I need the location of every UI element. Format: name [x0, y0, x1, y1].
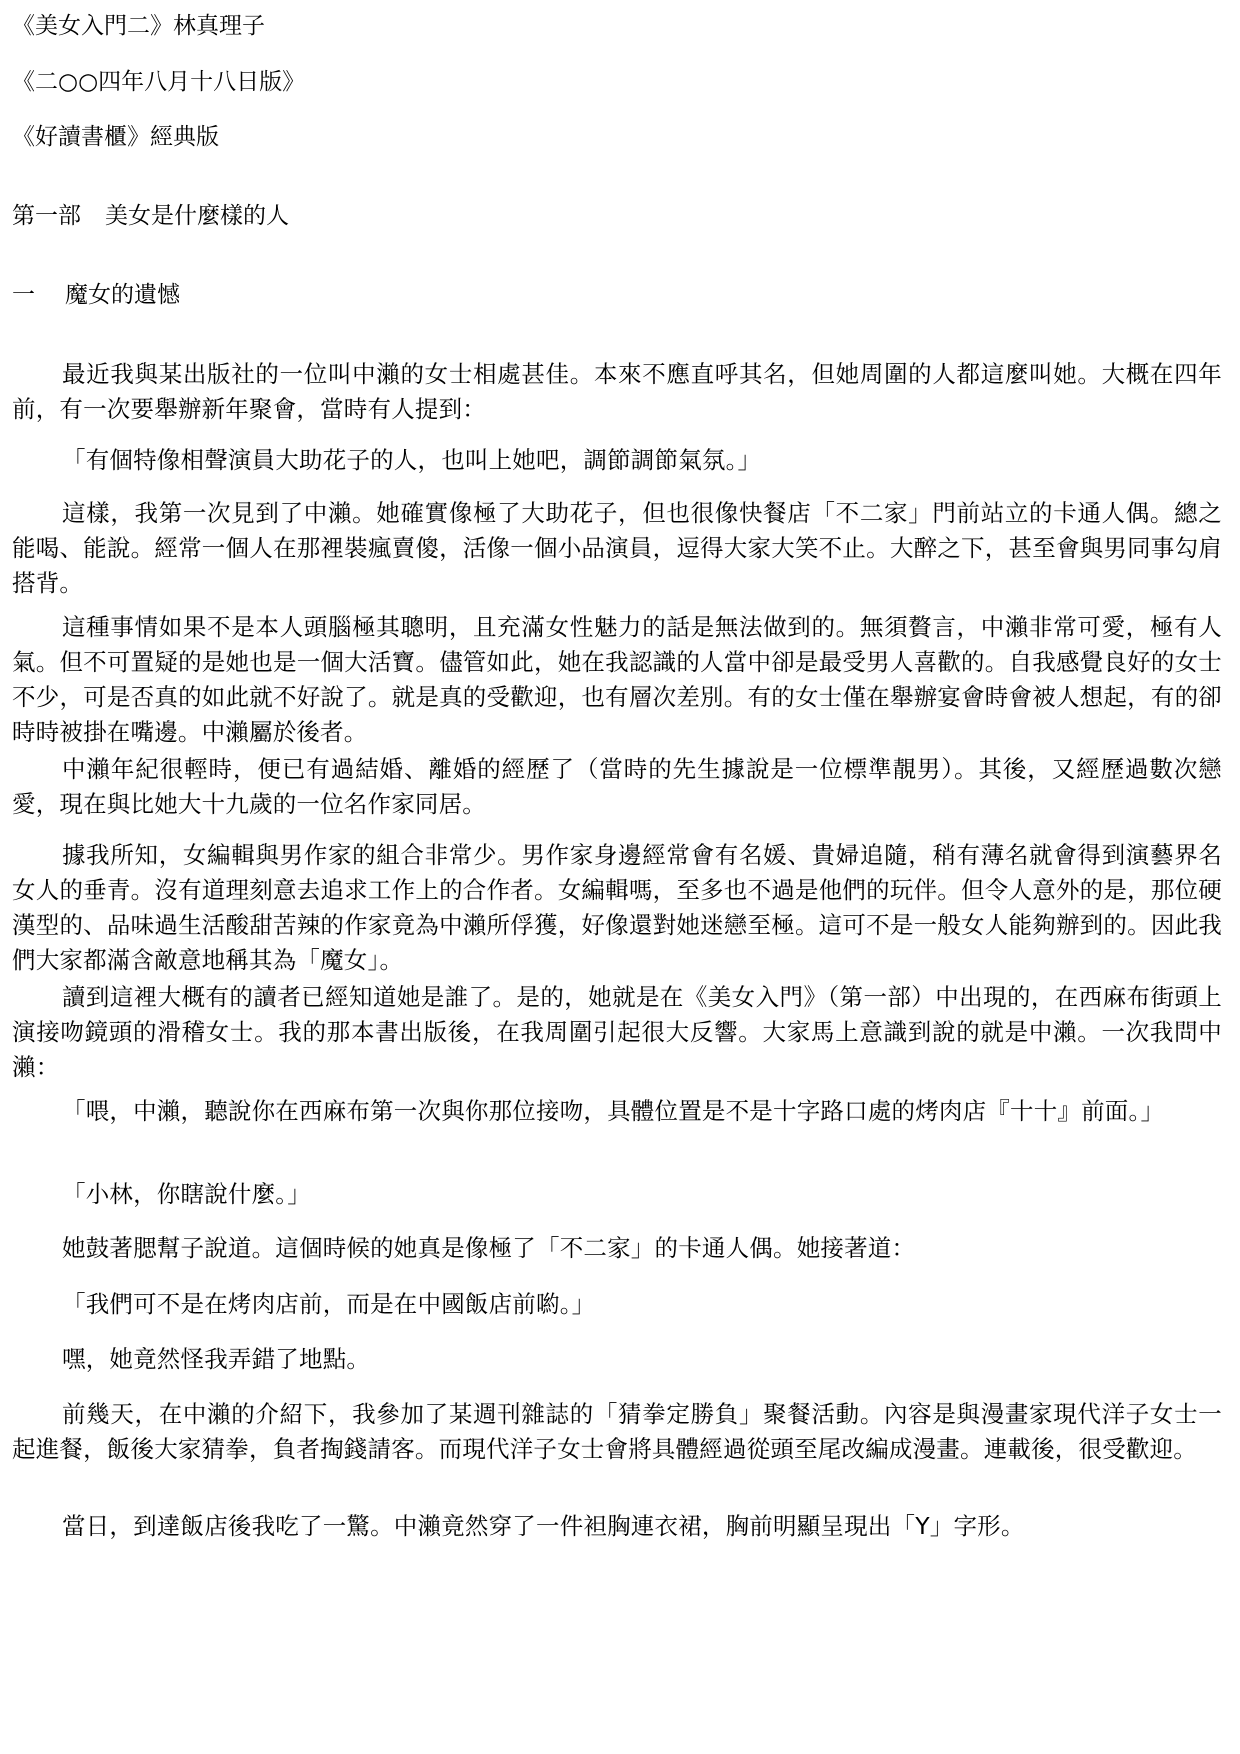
chapter-title: 魔女的遺憾	[65, 282, 180, 308]
paragraph: 據我所知，女編輯與男作家的組合非常少。男作家身邊經常會有名媛、貴婦追隨，稍有薄名就會得到演藝界名女人的垂青。沒有道理刻意去追求工作上的合作者。女編輯嗎，至多也不過是他們的玩伴。但令人意外的是，那位硬漢型的、品味過生活酸甜苦辣的作家竟為中瀨所俘獲，好像還對她迷戀至極。這可不是一般女人能夠辦到的。因此我們大家都滿含敵意地稱其為「魔女」。	[12, 841, 1222, 974]
paragraph: 「有個特像相聲演員大助花子的人，也叫上她吧，調節調節氣氛。」	[62, 446, 762, 474]
paragraph: 嘿，她竟然怪我弄錯了地點。	[62, 1345, 371, 1373]
edition-line: 《二○○四年八月十八日版》	[12, 69, 306, 95]
publisher-line: 《好讀書櫃》經典版	[12, 124, 219, 150]
paragraph: 「我們可不是在烤肉店前，而是在中國飯店前喲。」	[62, 1290, 596, 1318]
paragraph: 她鼓著腮幫子說道。這個時候的她真是像極了「不二家」的卡通人偶。她接著道：	[62, 1234, 916, 1262]
chapter-number: 一	[12, 282, 35, 308]
paragraph: 最近我與某出版社的一位叫中瀨的女士相處甚佳。本來不應直呼其名，但她周圍的人都這麼叫她。大概在四年前，有一次要舉辦新年聚會，當時有人提到：	[12, 360, 1222, 423]
paragraph: 中瀨年紀很輕時，便已有過結婚、離婚的經歷了（當時的先生據說是一位標準靚男）。其後，又經歷過數次戀愛，現在與比她大十九歲的一位名作家同居。	[12, 755, 1222, 818]
paragraph: 「喂，中瀨，聽說你在西麻布第一次與你那位接吻，具體位置是不是十字路口處的烤肉店『十十』前面。」	[62, 1097, 1165, 1125]
part-heading	[12, 200, 289, 232]
part-label: 第一部	[12, 203, 81, 229]
paragraph: 前幾天，在中瀨的介紹下，我參加了某週刊雜誌的「猜拳定勝負」聚餐活動。內容是與漫畫家現代洋子女士一起進餐，飯後大家猜拳，負者掏錢請客。而現代洋子女士會將具體經過從頭至尾改編成漫畫。連載後，很受歡迎。	[12, 1400, 1222, 1463]
part-title: 美女是什麼樣的人	[105, 203, 289, 229]
paragraph: 這種事情如果不是本人頭腦極其聰明，且充滿女性魅力的話是無法做到的。無須贅言，中瀨非常可愛，極有人氣。但不可置疑的是她也是一個大活寶。儘管如此，她在我認識的人當中卻是最受男人喜歡的。自我感覺良好的女士不少，可是否真的如此就不好說了。就是真的受歡迎，也有層次差別。有的女士僅在舉辦宴會時會被人想起，有的卻時時被掛在嘴邊。中瀨屬於後者。	[12, 613, 1222, 746]
paragraph: 「小林，你瞎說什麼。」	[62, 1180, 311, 1208]
paragraph: 當日，到達飯店後我吃了一驚。中瀨竟然穿了一件袒胸連衣裙，胸前明顯呈現出「Y」字形。	[62, 1512, 1025, 1540]
paragraph: 這樣，我第一次見到了中瀨。她確實像極了大助花子，但也很像快餐店「不二家」門前站立的卡通人偶。總之能喝、能說。經常一個人在那裡裝瘋賣傻，活像一個小品演員，逗得大家大笑不止。大醉之下，甚至會與男同事勾肩搭背。	[12, 499, 1222, 597]
book-title-line: 《美女入門二》林真理子	[12, 13, 265, 39]
chapter-heading	[12, 279, 180, 311]
paragraph: 讀到這裡大概有的讀者已經知道她是誰了。是的，她就是在《美女入門》（第一部）中出現的，在西麻布街頭上演接吻鏡頭的滑稽女士。我的那本書出版後，在我周圍引起很大反響。大家馬上意識到說的就是中瀨。一次我問中瀨：	[12, 983, 1222, 1081]
